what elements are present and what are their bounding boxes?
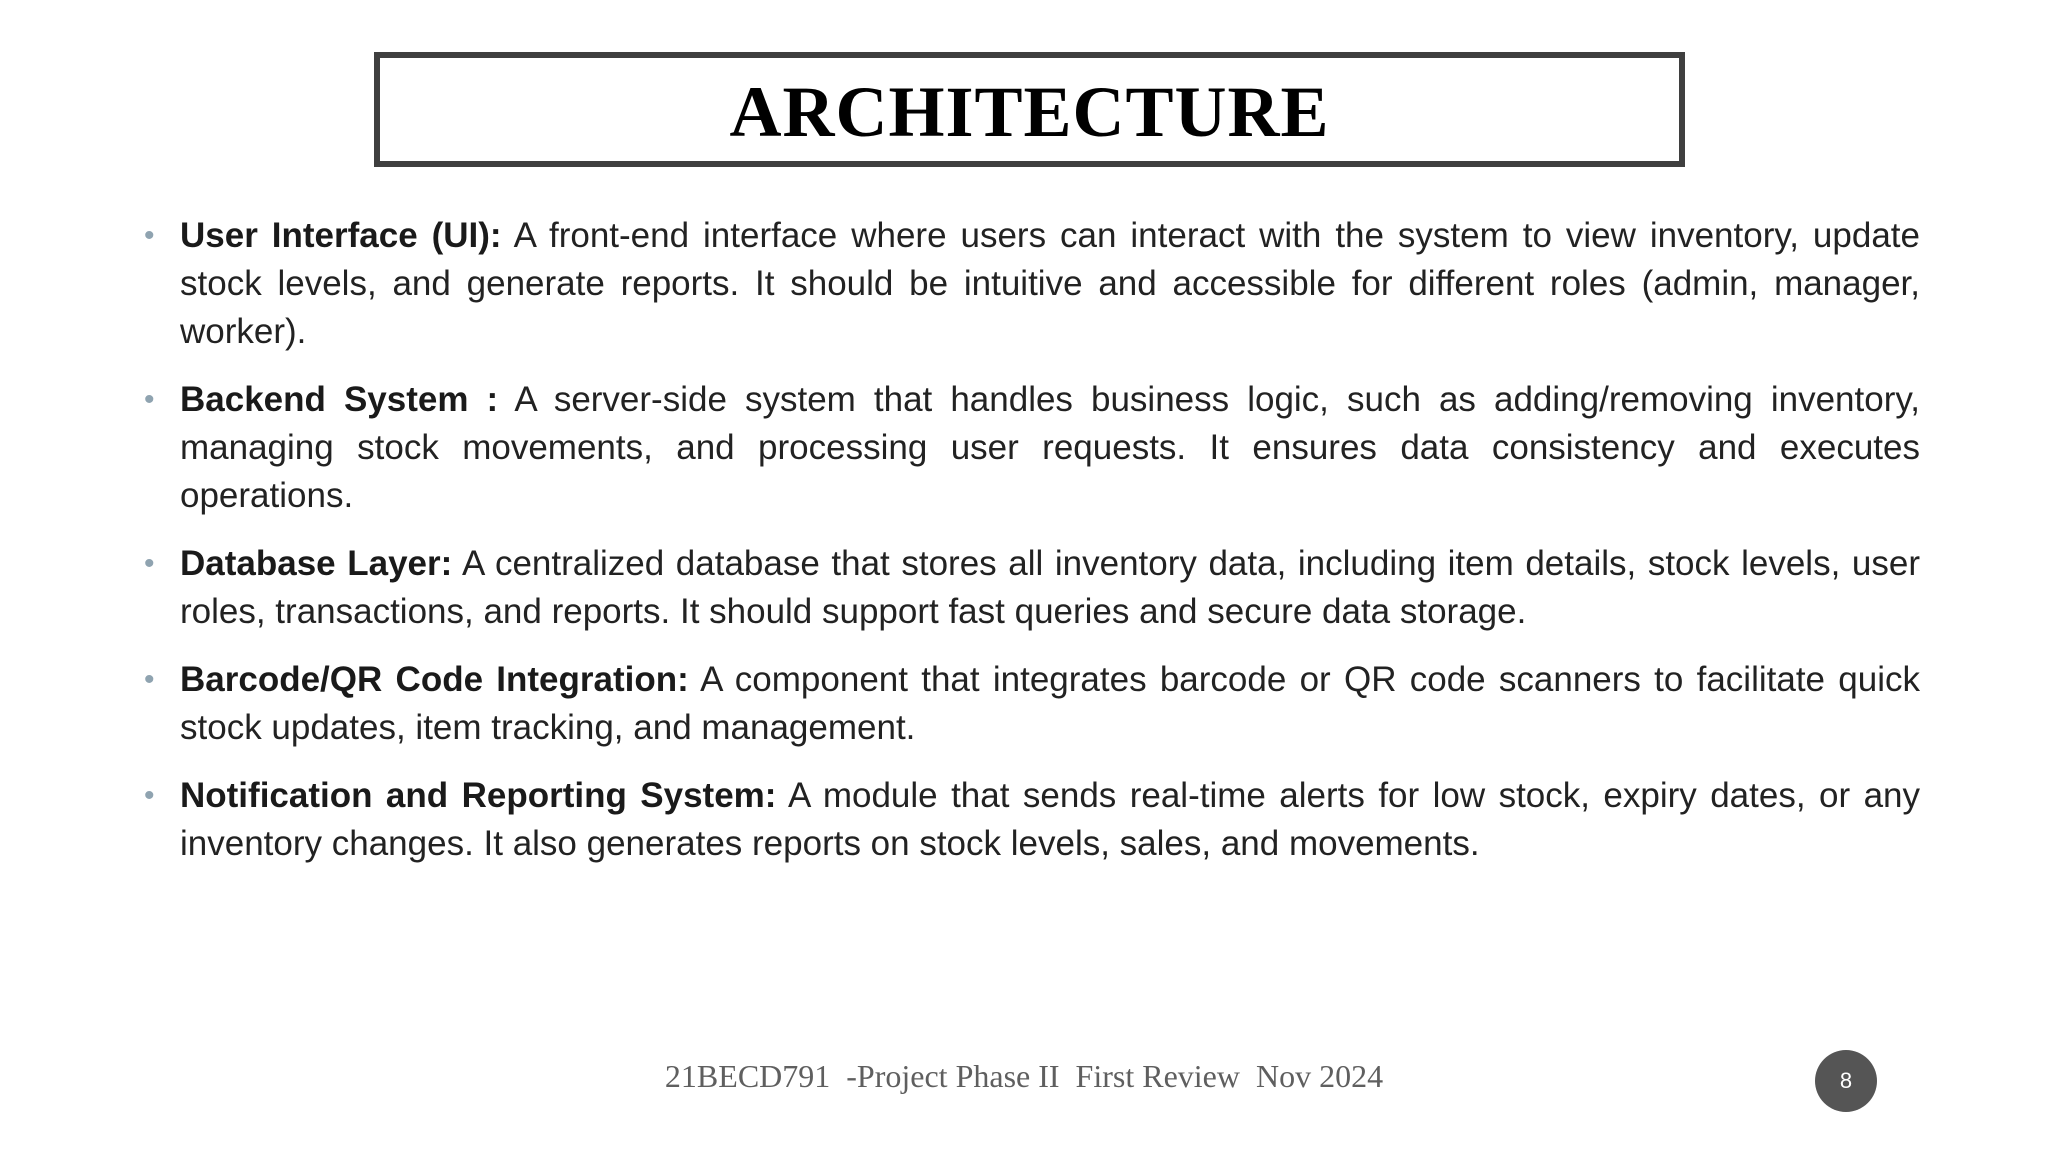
bullet-icon: • <box>144 663 155 696</box>
bullet-term: Barcode/QR Code Integration: <box>180 660 689 699</box>
slide-title: ARCHITECTURE <box>729 71 1330 152</box>
bullet-item-user-interface <box>140 212 1920 356</box>
bullet-item-notification-reporting <box>140 772 1920 868</box>
page-number: 8 <box>1839 1068 1853 1093</box>
bullet-list <box>140 212 1920 888</box>
bullet-item-barcode-qr <box>140 656 1920 752</box>
bullet-term: Database Layer: <box>180 544 453 583</box>
bullet-text: A front-end interface where users can interact with the system to view inventory, update stock levels, and generate reports. It should be intuitive and accessible for different roles (admin, manager, worker). <box>180 216 1920 351</box>
bullet-term: Notification and Reporting System: <box>180 776 777 815</box>
bullet-term: Backend System : <box>180 380 499 419</box>
bullet-icon: • <box>144 383 155 416</box>
bullet-icon: • <box>144 219 155 252</box>
bullet-text: A server-side system that handles business logic, such as adding/removing inventory, managing stock movements, and processing user requests. It ensures data consistency and executes operations. <box>180 380 1920 515</box>
bullet-icon: • <box>144 779 155 812</box>
slide-footer: 21BECD791 -Project Phase II First Review Nov 2024 <box>664 1058 1384 1094</box>
bullet-text: A module that sends real-time alerts for low stock, expiry dates, or any inventory changes. It also generates reports on stock levels, sales, and movements. <box>180 776 1920 863</box>
bullet-term: User Interface (UI): <box>180 216 502 255</box>
bullet-item-backend-system <box>140 376 1920 520</box>
bullet-icon: • <box>144 547 155 580</box>
bullet-item-database-layer <box>140 540 1920 636</box>
page-number-badge <box>1815 1050 1877 1112</box>
title-box <box>374 52 1685 167</box>
bullet-text: A component that integrates barcode or QR code scanners to facilitate quick stock updates, item tracking, and management. <box>180 660 1920 747</box>
bullet-text: A centralized database that stores all inventory data, including item details, stock levels, user roles, transactions, and reports. It should support fast queries and secure data storage. <box>180 544 1920 631</box>
